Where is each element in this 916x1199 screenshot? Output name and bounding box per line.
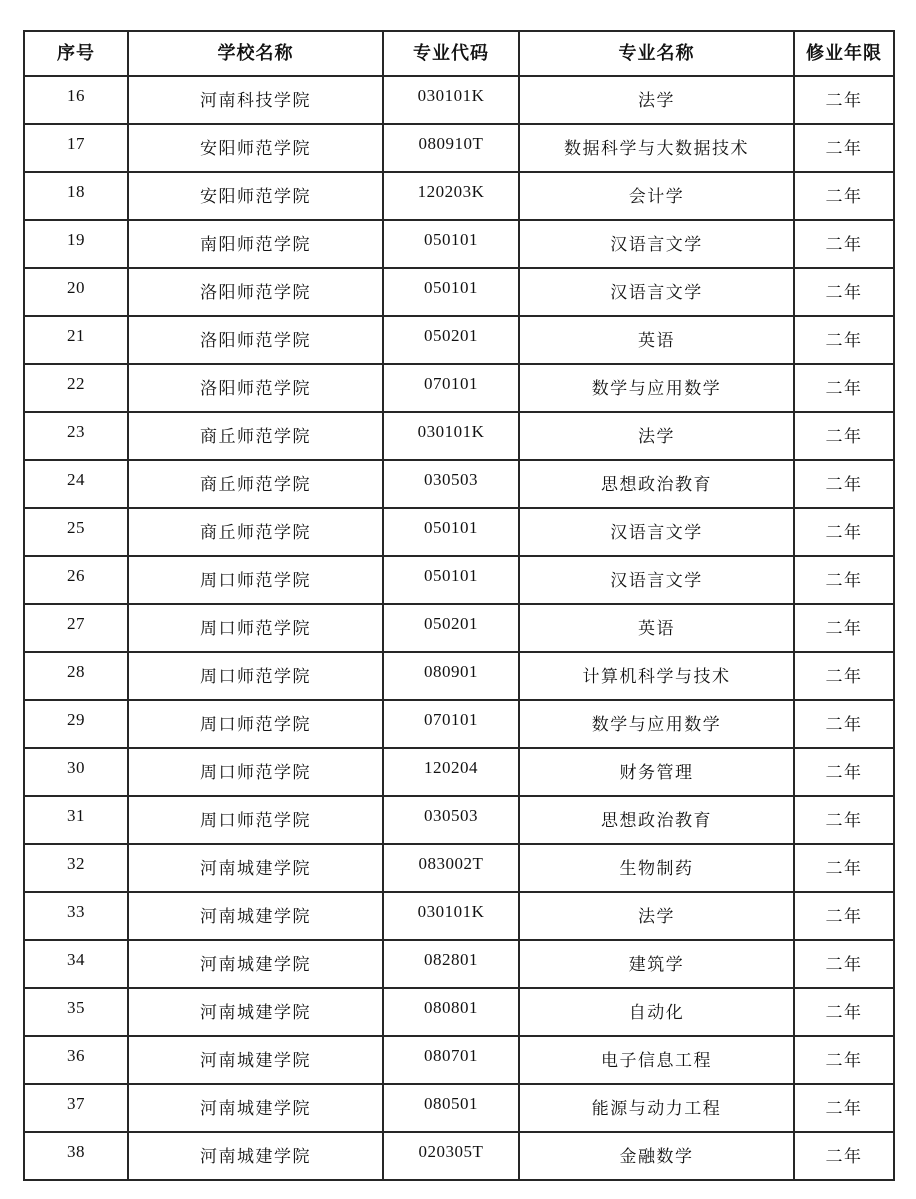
cell-serial-number: 29 [24,700,128,748]
cell-major-code: 030101K [383,76,519,124]
cell-major-code: 050101 [383,268,519,316]
cell-serial-number: 24 [24,460,128,508]
cell-major-name: 会计学 [519,172,794,220]
cell-major-name: 汉语言文学 [519,556,794,604]
cell-serial-number: 38 [24,1132,128,1180]
cell-school-name: 商丘师范学院 [128,460,383,508]
cell-major-code: 050201 [383,604,519,652]
cell-major-name: 汉语言文学 [519,220,794,268]
cell-study-duration: 二年 [794,1084,894,1132]
table-row [24,748,894,796]
cell-major-name: 数学与应用数学 [519,364,794,412]
cell-study-duration: 二年 [794,316,894,364]
cell-serial-number: 18 [24,172,128,220]
cell-major-code: 020305T [383,1132,519,1180]
cell-major-code: 120204 [383,748,519,796]
cell-major-name: 法学 [519,76,794,124]
cell-major-code: 120203K [383,172,519,220]
table-row [24,508,894,556]
cell-major-code: 070101 [383,700,519,748]
column-header: 专业名称 [519,31,794,76]
cell-school-name: 河南城建学院 [128,1132,383,1180]
cell-serial-number: 19 [24,220,128,268]
table-row [24,76,894,124]
table-row [24,1084,894,1132]
cell-serial-number: 34 [24,940,128,988]
cell-school-name: 商丘师范学院 [128,412,383,460]
table-row [24,1036,894,1084]
cell-study-duration: 二年 [794,220,894,268]
cell-school-name: 洛阳师范学院 [128,268,383,316]
cell-major-name: 思想政治教育 [519,796,794,844]
cell-serial-number: 27 [24,604,128,652]
cell-school-name: 河南城建学院 [128,1036,383,1084]
cell-study-duration: 二年 [794,76,894,124]
cell-major-code: 080901 [383,652,519,700]
column-header: 修业年限 [794,31,894,76]
cell-school-name: 洛阳师范学院 [128,316,383,364]
cell-major-name: 生物制药 [519,844,794,892]
cell-serial-number: 32 [24,844,128,892]
table-row [24,604,894,652]
cell-study-duration: 二年 [794,1132,894,1180]
table-row [24,124,894,172]
cell-major-name: 建筑学 [519,940,794,988]
cell-school-name: 南阳师范学院 [128,220,383,268]
cell-serial-number: 37 [24,1084,128,1132]
cell-major-name: 汉语言文学 [519,508,794,556]
cell-serial-number: 28 [24,652,128,700]
table-row [24,220,894,268]
table-row [24,172,894,220]
cell-study-duration: 二年 [794,412,894,460]
cell-major-code: 080701 [383,1036,519,1084]
cell-school-name: 商丘师范学院 [128,508,383,556]
cell-major-name: 财务管理 [519,748,794,796]
cell-serial-number: 21 [24,316,128,364]
cell-school-name: 河南城建学院 [128,988,383,1036]
table-row [24,700,894,748]
cell-major-code: 030503 [383,460,519,508]
cell-study-duration: 二年 [794,172,894,220]
column-header: 序号 [24,31,128,76]
cell-study-duration: 二年 [794,508,894,556]
cell-school-name: 河南城建学院 [128,1084,383,1132]
cell-major-code: 050201 [383,316,519,364]
cell-school-name: 周口师范学院 [128,796,383,844]
cell-serial-number: 36 [24,1036,128,1084]
cell-study-duration: 二年 [794,844,894,892]
cell-school-name: 周口师范学院 [128,556,383,604]
cell-serial-number: 16 [24,76,128,124]
cell-major-name: 数据科学与大数据技术 [519,124,794,172]
cell-major-name: 自动化 [519,988,794,1036]
cell-study-duration: 二年 [794,652,894,700]
cell-major-name: 能源与动力工程 [519,1084,794,1132]
table-row [24,796,894,844]
table-row [24,844,894,892]
cell-major-code: 080801 [383,988,519,1036]
cell-school-name: 河南城建学院 [128,892,383,940]
cell-major-name: 英语 [519,316,794,364]
table-row [24,460,894,508]
cell-major-code: 080501 [383,1084,519,1132]
table-row [24,1132,894,1180]
cell-study-duration: 二年 [794,748,894,796]
cell-major-code: 083002T [383,844,519,892]
cell-major-code: 050101 [383,220,519,268]
cell-major-name: 思想政治教育 [519,460,794,508]
major-list-table [23,30,895,1181]
cell-study-duration: 二年 [794,460,894,508]
cell-major-code: 030101K [383,892,519,940]
table-row [24,268,894,316]
table-row [24,940,894,988]
cell-school-name: 安阳师范学院 [128,124,383,172]
cell-school-name: 河南科技学院 [128,76,383,124]
cell-study-duration: 二年 [794,796,894,844]
cell-serial-number: 17 [24,124,128,172]
cell-major-code: 030101K [383,412,519,460]
cell-school-name: 河南城建学院 [128,844,383,892]
cell-serial-number: 20 [24,268,128,316]
cell-study-duration: 二年 [794,124,894,172]
column-header: 专业代码 [383,31,519,76]
table-body [24,76,894,1180]
cell-school-name: 周口师范学院 [128,748,383,796]
cell-major-name: 法学 [519,892,794,940]
table-row [24,556,894,604]
cell-school-name: 河南城建学院 [128,940,383,988]
cell-study-duration: 二年 [794,556,894,604]
cell-major-code: 030503 [383,796,519,844]
table-row [24,652,894,700]
cell-serial-number: 31 [24,796,128,844]
cell-major-name: 汉语言文学 [519,268,794,316]
table-row [24,412,894,460]
cell-serial-number: 30 [24,748,128,796]
cell-school-name: 洛阳师范学院 [128,364,383,412]
column-header: 学校名称 [128,31,383,76]
cell-study-duration: 二年 [794,940,894,988]
cell-major-name: 电子信息工程 [519,1036,794,1084]
cell-study-duration: 二年 [794,1036,894,1084]
cell-school-name: 安阳师范学院 [128,172,383,220]
cell-study-duration: 二年 [794,892,894,940]
table-header [24,31,894,76]
cell-study-duration: 二年 [794,988,894,1036]
cell-major-name: 法学 [519,412,794,460]
cell-major-code: 070101 [383,364,519,412]
header-row [24,31,894,76]
cell-serial-number: 25 [24,508,128,556]
cell-major-name: 英语 [519,604,794,652]
cell-major-name: 金融数学 [519,1132,794,1180]
cell-major-code: 050101 [383,556,519,604]
table-row [24,316,894,364]
cell-major-code: 080910T [383,124,519,172]
cell-serial-number: 35 [24,988,128,1036]
cell-school-name: 周口师范学院 [128,604,383,652]
cell-serial-number: 23 [24,412,128,460]
cell-school-name: 周口师范学院 [128,652,383,700]
cell-study-duration: 二年 [794,700,894,748]
cell-major-code: 050101 [383,508,519,556]
table-row [24,892,894,940]
cell-serial-number: 22 [24,364,128,412]
cell-school-name: 周口师范学院 [128,700,383,748]
cell-major-name: 数学与应用数学 [519,700,794,748]
cell-major-name: 计算机科学与技术 [519,652,794,700]
cell-study-duration: 二年 [794,364,894,412]
cell-study-duration: 二年 [794,604,894,652]
table-row [24,364,894,412]
cell-serial-number: 33 [24,892,128,940]
table-row [24,988,894,1036]
cell-serial-number: 26 [24,556,128,604]
cell-major-code: 082801 [383,940,519,988]
cell-study-duration: 二年 [794,268,894,316]
